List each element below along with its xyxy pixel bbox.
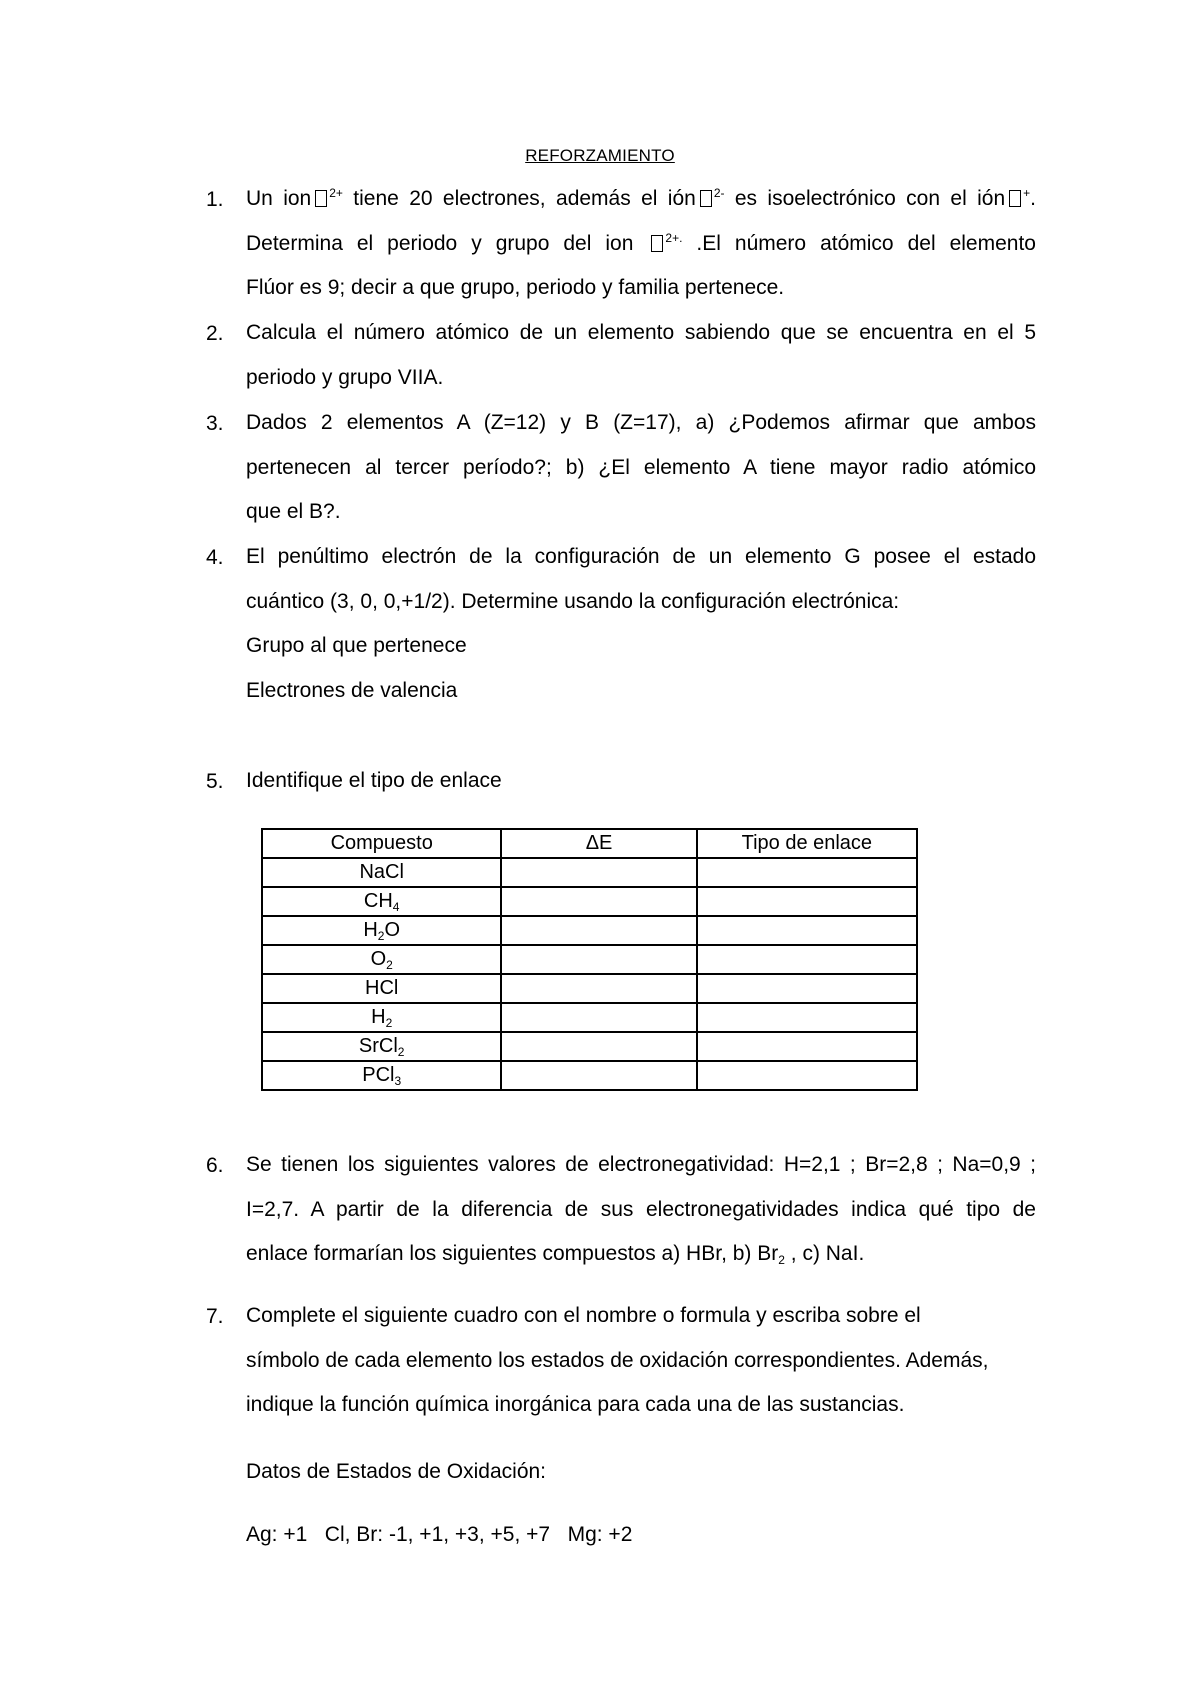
text-line: indique la función química inorgánica para cada una de las sustancias. — [246, 1393, 905, 1416]
bond-type-table — [261, 828, 918, 1091]
formula: CH — [363, 890, 393, 912]
text-line: Dados 2 elementos A (Z=12) y B (Z=17), a) ¿Podemos afirmar que ambos — [246, 411, 1036, 434]
formula: O — [370, 948, 387, 970]
compound-cell — [262, 858, 501, 887]
text-line: El penúltimo electrón de la configuración de un elemento G posee el estado — [246, 545, 1036, 568]
oxidation-data-title: Datos de Estados de Oxidación: — [246, 1460, 547, 1483]
table-row — [262, 1003, 917, 1032]
text-line: Se tienen los siguientes valores de electronegatividad: H=2,1 ; Br=2,8 ; Na=0,9 ; — [246, 1153, 1036, 1176]
formula: NaCl — [359, 861, 404, 883]
question-number: 3. — [206, 412, 224, 435]
question-text — [246, 177, 1036, 311]
text-line: Flúor es 9; decir a que grupo, periodo y familia pertenece. — [246, 276, 785, 299]
question-text — [246, 1143, 1036, 1277]
missing-glyph-icon — [700, 190, 712, 207]
table-row — [262, 945, 917, 974]
delta-e-cell[interactable] — [501, 945, 696, 974]
compound-cell — [262, 916, 501, 945]
text-line: Identifique el tipo de enlace — [246, 769, 502, 792]
bond-type-cell[interactable] — [697, 1003, 917, 1032]
bond-type-cell[interactable] — [697, 974, 917, 1003]
formula-tail: O — [384, 919, 401, 941]
missing-glyph-icon — [1009, 190, 1021, 207]
table-row — [262, 1061, 917, 1090]
text-line: cuántico (3, 0, 0,+1/2). Determine usando la configuración electrónica: — [246, 589, 900, 613]
subscript: 2 — [385, 1016, 393, 1030]
question-text — [246, 311, 1036, 400]
bond-type-cell[interactable] — [697, 858, 917, 887]
question-number: 5. — [206, 770, 224, 793]
bond-type-cell[interactable] — [697, 887, 917, 916]
text-line — [246, 177, 1036, 222]
table-row — [262, 916, 917, 945]
text-line: que el B?. — [246, 500, 341, 523]
page-title: REFORZAMIENTO — [525, 146, 675, 165]
question-number: 4. — [206, 546, 224, 569]
formula: PCl — [362, 1064, 395, 1086]
superscript: 2+ — [329, 186, 343, 200]
formula: H — [371, 1006, 386, 1028]
question-text — [246, 1294, 1036, 1428]
delta-e-cell[interactable] — [501, 1032, 696, 1061]
question-text — [246, 401, 1036, 535]
subscript: 2 — [377, 929, 385, 943]
text-segment: Un ion — [246, 187, 312, 210]
bond-type-cell[interactable] — [697, 1032, 917, 1061]
text-line: periodo y grupo VIIA. — [246, 365, 444, 389]
delta-e-cell[interactable] — [501, 1061, 696, 1090]
text-segment: .El número atómico del elemento — [696, 231, 1036, 255]
table-row — [262, 858, 917, 887]
compound-cell — [262, 1061, 501, 1090]
delta-e-cell[interactable] — [501, 887, 696, 916]
header-delta-e: ΔE — [501, 829, 696, 858]
compound-cell — [262, 887, 501, 916]
bond-type-cell[interactable] — [697, 916, 917, 945]
missing-glyph-icon — [315, 190, 327, 207]
text-line: Calcula el número atómico de un elemento sabiendo que se encuentra en el 5 — [246, 321, 1036, 344]
text-segment: . — [1030, 187, 1036, 210]
bond-type-cell[interactable] — [697, 945, 917, 974]
table-header-row — [262, 829, 917, 858]
header-compuesto: Compuesto — [262, 829, 501, 858]
text-line: I=2,7. A partir de la diferencia de sus electronegatividades indica qué tipo de — [246, 1197, 1036, 1221]
question-number: 2. — [206, 322, 224, 345]
text-line: Complete el siguiente cuadro con el nombre o formula y escriba sobre el — [246, 1304, 921, 1327]
formula: H — [363, 919, 378, 941]
text-line — [246, 222, 1036, 267]
text-line — [246, 1232, 1036, 1277]
text-segment: enlace formarían los siguientes compuestos a) HBr, b) Br — [246, 1242, 779, 1265]
superscript: 2+. — [665, 230, 683, 245]
text-line: Grupo al que pertenece — [246, 634, 467, 657]
delta-e-cell[interactable] — [501, 858, 696, 887]
text-line: pertenecen al tercer período?; b) ¿El elemento A tiene mayor radio atómico — [246, 455, 1036, 479]
text-segment: Determina el periodo y grupo del ion — [246, 231, 634, 255]
compound-cell — [262, 974, 501, 1003]
superscript: + — [1023, 186, 1031, 200]
superscript: 2- — [713, 186, 725, 200]
delta-e-cell[interactable] — [501, 916, 696, 945]
question-number: 7. — [206, 1305, 224, 1328]
header-tipo-enlace: Tipo de enlace — [697, 829, 917, 858]
table-row — [262, 887, 917, 916]
subscript: 4 — [392, 900, 400, 914]
formula: HCl — [365, 977, 399, 999]
question-text — [246, 759, 1036, 804]
table-row — [262, 1032, 917, 1061]
formula: SrCl — [358, 1035, 398, 1057]
text-line: símbolo de cada elemento los estados de oxidación correspondientes. Además, — [246, 1348, 989, 1372]
delta-e-cell[interactable] — [501, 974, 696, 1003]
subscript: 2 — [386, 958, 393, 972]
subscript: 2 — [778, 1253, 785, 1267]
delta-e-cell[interactable] — [501, 1003, 696, 1032]
text-line: Electrones de valencia — [246, 678, 458, 702]
text-segment: es isoelectrónico con el ión — [734, 187, 1006, 210]
bond-type-cell[interactable] — [697, 1061, 917, 1090]
question-text — [246, 535, 1036, 713]
question-number: 6. — [206, 1154, 224, 1177]
subscript: 2 — [397, 1045, 405, 1059]
text-segment: tiene 20 electrones, además el ión — [353, 187, 696, 210]
compound-cell — [262, 1003, 501, 1032]
table-row — [262, 974, 917, 1003]
question-number: 1. — [206, 188, 224, 211]
missing-glyph-icon — [651, 235, 663, 252]
text-segment: , c) NaI. — [784, 1242, 865, 1265]
oxidation-data-values: Ag: +1 Cl, Br: -1, +1, +3, +5, +7 Mg: +2 — [246, 1523, 633, 1546]
subscript: 3 — [394, 1074, 402, 1088]
compound-cell — [262, 945, 501, 974]
compound-cell — [262, 1032, 501, 1061]
